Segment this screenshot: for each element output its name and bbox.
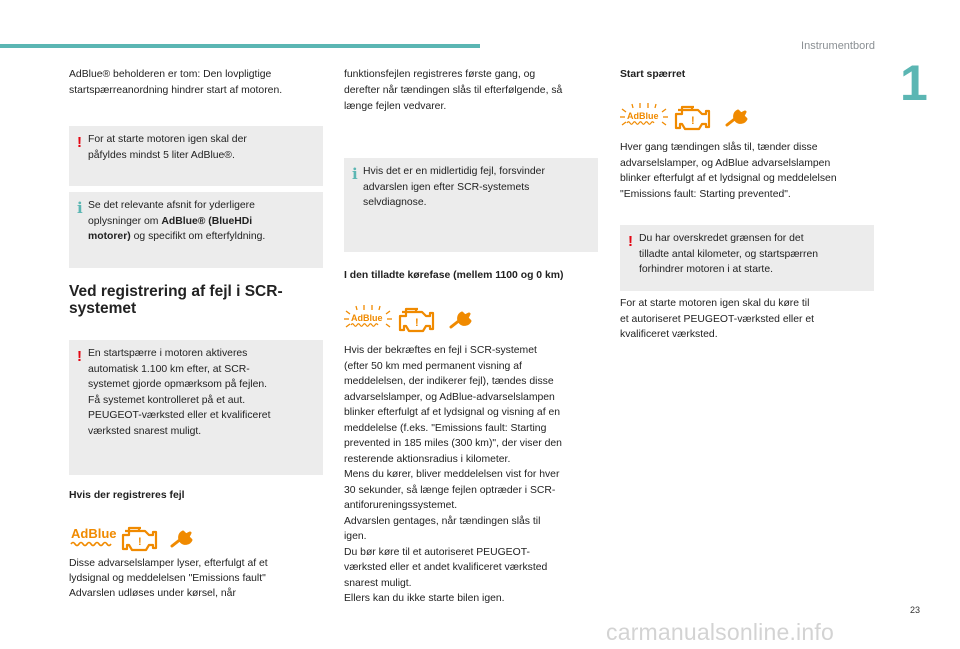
body-line: kvalificeret værksted.	[620, 329, 718, 340]
warning-line: forhindrer motoren i at starte.	[639, 264, 773, 275]
warning-line: tilladte antal kilometer, og startspærren	[639, 248, 819, 260]
section-title: Instrumentbord	[801, 40, 875, 52]
warning-lamps-row	[69, 524, 209, 554]
body-line: "Emissions fault: Starting prevented".	[620, 188, 791, 200]
body-line: Mens du kører, bliver meddelelsen vist for hver	[344, 469, 560, 480]
info-box-adblue	[69, 192, 323, 268]
body-line: meddelelsen, der indikerer fejl), tændes disse	[344, 376, 554, 387]
body-line: Advarslen udløses under kørsel, når	[69, 588, 236, 599]
warning-line: PEUGEOT-værksted eller et kvalificeret	[88, 410, 271, 421]
warning-line: For at starte motoren igen skal der	[88, 134, 247, 145]
engine-icon	[676, 107, 709, 129]
body-line: resterende aktionsradius i kilometer.	[344, 453, 511, 465]
subheading-start-blocked: Start spærret	[620, 69, 686, 80]
info-line: Se det relevante afsnit for yderligere	[88, 200, 255, 211]
warning-lamps-row	[620, 103, 760, 133]
info-icon: i	[352, 165, 358, 183]
wrench-icon	[727, 111, 746, 125]
warning-line: Få systemet kontrolleret på et aut.	[88, 394, 246, 406]
body-line: For at starte motoren igen skal du køre til	[620, 298, 810, 309]
body-line: antiforureningssystemet.	[344, 500, 458, 511]
body-line: blinker efterfulgt af et lydsignal og meddelelsen	[620, 173, 837, 184]
section-heading-line-1: Ved registrering af fejl i SCR-	[69, 283, 283, 300]
warning-box-refill	[69, 126, 323, 186]
subheading-fault-detected: Hvis der registreres fejl	[69, 490, 185, 501]
body-line: igen.	[344, 531, 367, 542]
engine-icon	[123, 528, 156, 550]
body-paragraph-restart	[620, 296, 880, 343]
body-line: et autoriseret PEUGEOT-værksted eller et	[620, 313, 815, 325]
info-line: og specifikt om efterfyldning.	[130, 231, 266, 242]
warning-line: Du har overskredet grænsen for det	[639, 233, 804, 244]
warning-box-start-lock	[69, 340, 323, 475]
info-line: oplysninger om	[88, 215, 162, 227]
body-line: Ellers kan du ikke starte bilen igen.	[344, 593, 505, 604]
warning-box-limit-exceeded	[620, 225, 874, 291]
body-line: advarselslamper, og AdBlue-advarselslampen	[344, 391, 555, 403]
body-line: længe fejlen vedvarer.	[344, 101, 447, 112]
warning-line: påfyldes mindst 5 liter AdBlue®.	[88, 149, 235, 161]
info-box-temporary-fault	[344, 158, 598, 252]
body-line: funktionsfejlen registreres første gang, og	[344, 69, 536, 80]
body-line: derefter når tændingen slås til efterfølgende, så	[344, 85, 563, 96]
body-line: advarselslamper, og AdBlue advarselslampen	[620, 157, 831, 169]
info-link-adblue: AdBlue® (BlueHDi	[161, 215, 253, 227]
info-line: Hvis det er en midlertidig fejl, forsvinder	[363, 166, 545, 177]
body-line: (efter 50 km med permanent visning af	[344, 360, 522, 372]
adblue-icon	[620, 103, 668, 125]
body-line: Advarslen gentages, når tændingen slås til	[344, 515, 541, 527]
wrench-icon	[451, 313, 470, 327]
body-line: snarest muligt.	[344, 577, 412, 589]
info-line: selvdiagnose.	[363, 197, 427, 208]
body-line: 30 sekunder, så længe fejlen optræder i SCR-	[344, 484, 556, 496]
adblue-icon	[344, 305, 392, 327]
adblue-icon	[71, 526, 117, 546]
warning-line: værksted snarest muligt.	[88, 425, 202, 437]
watermark: carmanualsonline.info	[606, 619, 834, 645]
intro-line-2: startspærreanordning hindrer start af motoren.	[69, 85, 283, 96]
body-paragraph-allowed-phase	[344, 343, 604, 607]
body-line: prevented in 185 miles (300 km)", der viser den	[344, 438, 562, 449]
warning-icon: !	[77, 134, 82, 151]
body-line: værksted eller et andet kvalificeret værksted	[344, 562, 548, 573]
body-line: blinker efterfulgt af et lydsignal og visning af en	[344, 407, 561, 418]
chapter-number: 1	[900, 55, 928, 111]
body-line: Hver gang tændingen slås til, tænder disse	[620, 142, 818, 153]
info-line: advarslen igen efter SCR-systemets	[363, 181, 530, 193]
warning-lamps-row	[344, 305, 484, 335]
intro-line-1: AdBlue® beholderen er tom: Den lovpligtige	[69, 69, 272, 80]
engine-icon	[400, 309, 433, 331]
page-number: 23	[909, 605, 920, 615]
warning-line: En startspærre i motoren aktiveres	[88, 348, 248, 359]
header-accent-bar	[0, 44, 480, 48]
warning-icon: !	[77, 348, 82, 365]
info-icon: i	[77, 199, 83, 217]
body-line: Hvis der bekræftes en fejl i SCR-systemet	[344, 345, 537, 356]
wrench-icon	[172, 532, 191, 546]
warning-line: automatisk 1.100 km efter, at SCR-	[88, 363, 250, 375]
info-link-motors: motorer)	[88, 231, 131, 242]
body-line: Disse advarselslamper lyser, efterfulgt af et	[69, 558, 268, 569]
warning-line: systemet gjorde opmærksom på fejlen.	[88, 379, 268, 390]
subheading-allowed-phase: I den tilladte kørefase (mellem 1100 og 0 km)	[344, 270, 564, 281]
body-paragraph-start-blocked	[620, 140, 880, 202]
section-heading-line-2: systemet	[69, 300, 137, 317]
warning-icon: !	[628, 233, 633, 250]
body-line: Du bør køre til et autoriseret PEUGEOT-	[344, 546, 530, 558]
body-line: lydsignal og meddelelsen "Emissions fault"	[69, 573, 266, 584]
body-line: meddelelse (f.eks. "Emissions fault: Starting	[344, 422, 547, 434]
